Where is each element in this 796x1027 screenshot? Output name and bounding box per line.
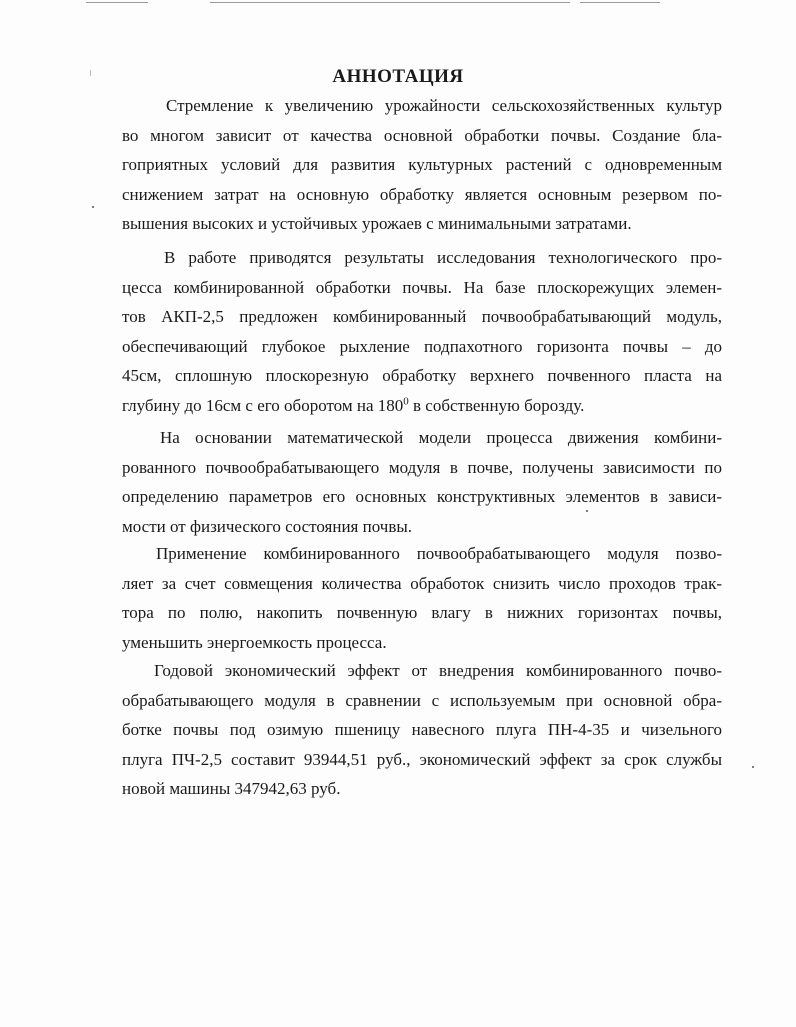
scan-artifact-rule [580,2,660,3]
text-line [122,391,722,421]
text-line: определению параметров его основных конструктивных элементов в зависи- [122,487,722,506]
text-line: уменьшить энергоемкость процесса. [122,632,387,652]
text-line: плуга ПЧ-2,5 составит 93944,51 руб., экономический эффект за срок службы [122,749,722,769]
scan-speck [90,70,91,76]
text-line: новой машины 347942,63 руб. [122,779,341,798]
text-line: вышения высоких и устойчивых урожаев с минимальными затратами. [122,214,632,233]
text-line: во многом зависит от качества основной обработки почвы. Создание бла- [122,125,722,145]
text-fragment: в собственную борозду. [408,395,585,415]
superscript-degree: 0 [403,394,409,407]
scan-artifact-rule [210,2,570,3]
text-line: обрабатывающего модуля в сравнении с используемым при основной обра- [122,690,722,710]
text-line: Стремление к увеличению урожайности сельскохозяйственных культур [166,96,722,115]
text-line: рованного почвообрабатывающего модуля в почве, получены зависимости по [122,457,722,477]
text-line: тов АКП-2,5 предложен комбинированный почвообрабатывающий модуль, [122,307,722,326]
text-line: Применение комбинированного почвообрабатывающего модуля позво- [156,544,722,563]
scan-speck [586,510,588,512]
paragraph [122,539,722,657]
paragraph [122,243,722,420]
text-line: гоприятных условий для развития культурных растений с одновременным [122,155,722,174]
scan-speck [752,766,754,768]
paragraph [122,423,722,541]
text-line: обеспечивающий глубокое рыхление подпахотного горизонта почвы – до [122,336,722,356]
text-line: мости от физического состояния почвы. [122,516,413,536]
text-line: тора по полю, накопить почвенную влагу в нижних горизонтах почвы, [122,603,722,622]
text-line: цесса комбинированной обработки почвы. На базе плоскорежущих элемен- [122,277,722,297]
paragraph [122,656,722,804]
text-line: ляет за счет совмещения количества обработок снизить число проходов трак- [122,573,722,593]
text-line: Годовой экономический эффект от внедрения комбинированного почво- [154,661,722,680]
text-line: На основании математической модели процесса движения комбини- [160,428,722,447]
page-title: АННОТАЦИЯ [332,66,464,87]
text-line: В работе приводятся результаты исследования технологического про- [164,248,722,267]
text-line: ботке почвы под озимую пшеницу навесного плуга ПН-4-35 и чизельного [122,720,722,739]
scan-speck [92,206,94,208]
text-line: 45см, сплошную плоскорезную обработку верхнего почвенного пласта на [122,366,722,385]
scan-artifact-rule [86,2,148,3]
text-line: снижением затрат на основную обработку является основным резервом по- [122,184,722,204]
text-fragment: глубину до 16см с его оборотом на 180 [122,395,404,415]
paragraph [122,91,722,239]
